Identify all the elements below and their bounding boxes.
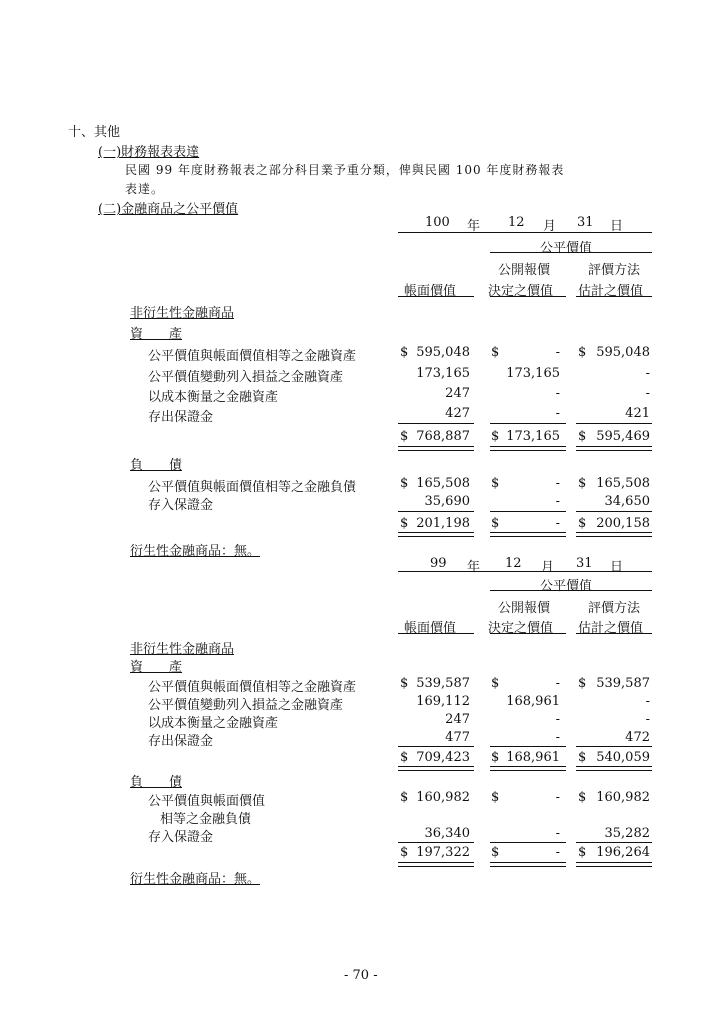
col-est-line1: 評價方法 <box>588 263 641 278</box>
col-underline <box>490 633 566 634</box>
col-quoted-line1: 公開報價 <box>498 601 551 616</box>
subtotal-rule <box>490 746 566 747</box>
subtotal-rule <box>398 511 474 512</box>
quoted-sign: $ <box>491 750 500 765</box>
total-double-rule <box>398 862 474 867</box>
day: 31 <box>577 215 594 230</box>
col-underline <box>576 633 652 634</box>
row-label: 存出保證金 <box>148 734 214 749</box>
quoted-sign: $ <box>491 429 500 444</box>
book-total: 768,887 <box>416 429 470 444</box>
total-double-rule <box>490 532 566 537</box>
est-total: 200,158 <box>596 516 650 531</box>
est-total: 196,264 <box>596 845 650 860</box>
row-label: 公平價值變動列入損益之金融資產 <box>148 698 344 713</box>
est-total: 595,469 <box>596 429 650 444</box>
book-total: 709,423 <box>416 750 470 765</box>
month: 12 <box>508 215 525 230</box>
fair-value-group-header: 公平價值 <box>540 241 593 256</box>
est-sign: $ <box>578 845 587 860</box>
book-value: 169,112 <box>416 694 470 709</box>
book-value: 173,165 <box>416 366 470 381</box>
book-sign: $ <box>400 790 409 805</box>
quoted-sign: $ <box>491 345 500 360</box>
book-sign: $ <box>400 676 409 691</box>
quoted-value: - <box>555 406 560 421</box>
est-value: 595,048 <box>596 345 650 360</box>
quoted-value: - <box>555 826 560 841</box>
quoted-sign: $ <box>491 845 500 860</box>
book-sign: $ <box>400 429 409 444</box>
quoted-sign: $ <box>491 516 500 531</box>
est-value: - <box>645 712 650 727</box>
total-double-rule <box>490 862 566 867</box>
subtotal-rule <box>398 842 474 843</box>
total-double-rule <box>490 766 566 771</box>
quoted-value: 168,961 <box>506 694 560 709</box>
book-total: 201,198 <box>416 516 470 531</box>
section-heading-text: 十、其他 <box>68 125 121 140</box>
year: 99 <box>430 556 447 571</box>
fair-value-group-header: 公平價值 <box>540 579 593 594</box>
book-value: 247 <box>445 386 470 401</box>
est-sign: $ <box>578 790 587 805</box>
book-sign: $ <box>400 750 409 765</box>
total-double-rule <box>490 446 566 451</box>
est-sign: $ <box>578 345 587 360</box>
est-value: - <box>645 366 650 381</box>
col-est-line1: 評價方法 <box>588 601 641 616</box>
row-label: 公平價值與帳面價值相等之金融資產 <box>148 680 357 695</box>
est-sign: $ <box>578 429 587 444</box>
year-label: 年 <box>467 219 481 234</box>
book-value: 247 <box>445 712 470 727</box>
col-quoted-line2: 決定之價值 <box>488 284 554 299</box>
row-label: 公平價值與帳面價值相等之金融負債 <box>148 480 357 495</box>
book-value: 539,587 <box>416 676 470 691</box>
est-value: - <box>645 694 650 709</box>
date-underline <box>398 232 652 233</box>
subtotal-rule <box>576 746 652 747</box>
subsection-1-body-line2: 表達。 <box>125 182 165 196</box>
col-est-line2: 估計之價值 <box>578 621 644 636</box>
row-label: 存出保證金 <box>148 410 214 425</box>
subtotal-rule <box>576 842 652 843</box>
est-value: 160,982 <box>596 790 650 805</box>
year: 100 <box>425 215 450 230</box>
quoted-value: - <box>555 676 560 691</box>
row-label: 存入保證金 <box>148 830 214 845</box>
page-number: - 70 - <box>344 968 378 983</box>
derivative-note: 衍生性金融商品：無。 <box>130 872 261 887</box>
day-label: 日 <box>610 560 624 575</box>
quoted-value: - <box>555 730 560 745</box>
quoted-value: - <box>555 790 560 805</box>
subtotal-rule <box>490 511 566 512</box>
est-value: 165,508 <box>596 476 650 491</box>
non-derivative-label: 非衍生性金融商品 <box>130 642 235 657</box>
est-total: 540,059 <box>596 750 650 765</box>
quoted-total: 168,961 <box>506 750 560 765</box>
row-label: 以成本衡量之金融資產 <box>148 716 279 731</box>
est-value: - <box>645 386 650 401</box>
est-value: 421 <box>625 406 650 421</box>
book-value: 477 <box>445 730 470 745</box>
quoted-value: 173,165 <box>506 366 560 381</box>
col-underline <box>398 296 474 297</box>
total-double-rule <box>398 766 474 771</box>
subtotal-rule <box>398 746 474 747</box>
liabilities-label: 負 債 <box>130 458 183 473</box>
est-value: 539,587 <box>596 676 650 691</box>
subsection-heading-2: (二)金融商品之公平價值 <box>98 202 239 217</box>
non-derivative-label: 非衍生性金融商品 <box>130 306 235 321</box>
col-quoted-line2: 決定之價值 <box>488 621 554 636</box>
total-double-rule <box>398 446 474 451</box>
row-label: 存入保證金 <box>148 498 214 513</box>
year-label: 年 <box>467 560 481 575</box>
total-double-rule <box>398 532 474 537</box>
quoted-value: - <box>555 345 560 360</box>
subtotal-rule <box>576 423 652 424</box>
subsection-heading-1: (一)財務報表表達 <box>98 145 200 160</box>
book-sign: $ <box>400 476 409 491</box>
subsection-1-body-line1: 民國 99 年度財務報表之部分科目業予重分類，俾與民國 100 年度財務報表 <box>125 163 565 177</box>
est-sign: $ <box>578 676 587 691</box>
subtotal-rule <box>490 423 566 424</box>
assets-label: 資 產 <box>130 327 183 342</box>
est-sign: $ <box>578 476 587 491</box>
col-underline <box>576 296 652 297</box>
quoted-total: - <box>555 845 560 860</box>
col-quoted-line1: 公開報價 <box>498 263 551 278</box>
quoted-value: - <box>555 476 560 491</box>
est-value: 472 <box>625 730 650 745</box>
col-underline <box>490 296 566 297</box>
quoted-sign: $ <box>491 790 500 805</box>
quoted-sign: $ <box>491 676 500 691</box>
col-est-line2: 估計之價值 <box>578 284 644 299</box>
total-double-rule <box>576 446 652 451</box>
col-underline <box>398 633 474 634</box>
quoted-value: - <box>555 712 560 727</box>
row-label-line2: 相等之金融負債 <box>160 812 252 827</box>
date-underline <box>398 571 652 572</box>
book-value: 595,048 <box>416 345 470 360</box>
month-label: 月 <box>541 560 555 575</box>
quoted-value: - <box>555 386 560 401</box>
col-book: 帳面價值 <box>404 284 457 299</box>
group-underline <box>490 252 652 253</box>
subtotal-rule <box>576 511 652 512</box>
subtotal-rule <box>490 842 566 843</box>
liabilities-label: 負 債 <box>130 775 183 790</box>
section-heading <box>68 121 120 140</box>
day-label: 日 <box>610 219 624 234</box>
book-sign: $ <box>400 516 409 531</box>
book-value: 427 <box>445 406 470 421</box>
quoted-value: - <box>555 494 560 509</box>
quoted-total: 173,165 <box>506 429 560 444</box>
derivative-note: 衍生性金融商品：無。 <box>130 544 261 559</box>
quoted-sign: $ <box>491 476 500 491</box>
est-value: 34,650 <box>604 494 650 509</box>
quoted-total: - <box>555 516 560 531</box>
row-label: 以成本衡量之金融資產 <box>148 390 279 405</box>
book-sign: $ <box>400 845 409 860</box>
est-value: 35,282 <box>604 826 650 841</box>
col-book: 帳面價值 <box>404 621 457 636</box>
total-double-rule <box>576 532 652 537</box>
row-label-line1: 公平價值與帳面價值 <box>148 794 266 809</box>
row-label: 公平價值變動列入損益之金融資產 <box>148 370 344 385</box>
subtotal-rule <box>398 423 474 424</box>
month: 12 <box>505 556 522 571</box>
day: 31 <box>576 556 593 571</box>
assets-label: 資 產 <box>130 660 183 675</box>
book-value: 36,340 <box>424 826 470 841</box>
book-value: 165,508 <box>416 476 470 491</box>
total-double-rule <box>576 766 652 771</box>
total-double-rule <box>576 862 652 867</box>
book-value: 35,690 <box>424 494 470 509</box>
book-value: 160,982 <box>416 790 470 805</box>
group-underline <box>490 590 652 591</box>
est-sign: $ <box>578 516 587 531</box>
month-label: 月 <box>543 219 557 234</box>
book-total: 197,322 <box>416 845 470 860</box>
book-sign: $ <box>400 345 409 360</box>
est-sign: $ <box>578 750 587 765</box>
row-label: 公平價值與帳面價值相等之金融資產 <box>148 349 357 364</box>
